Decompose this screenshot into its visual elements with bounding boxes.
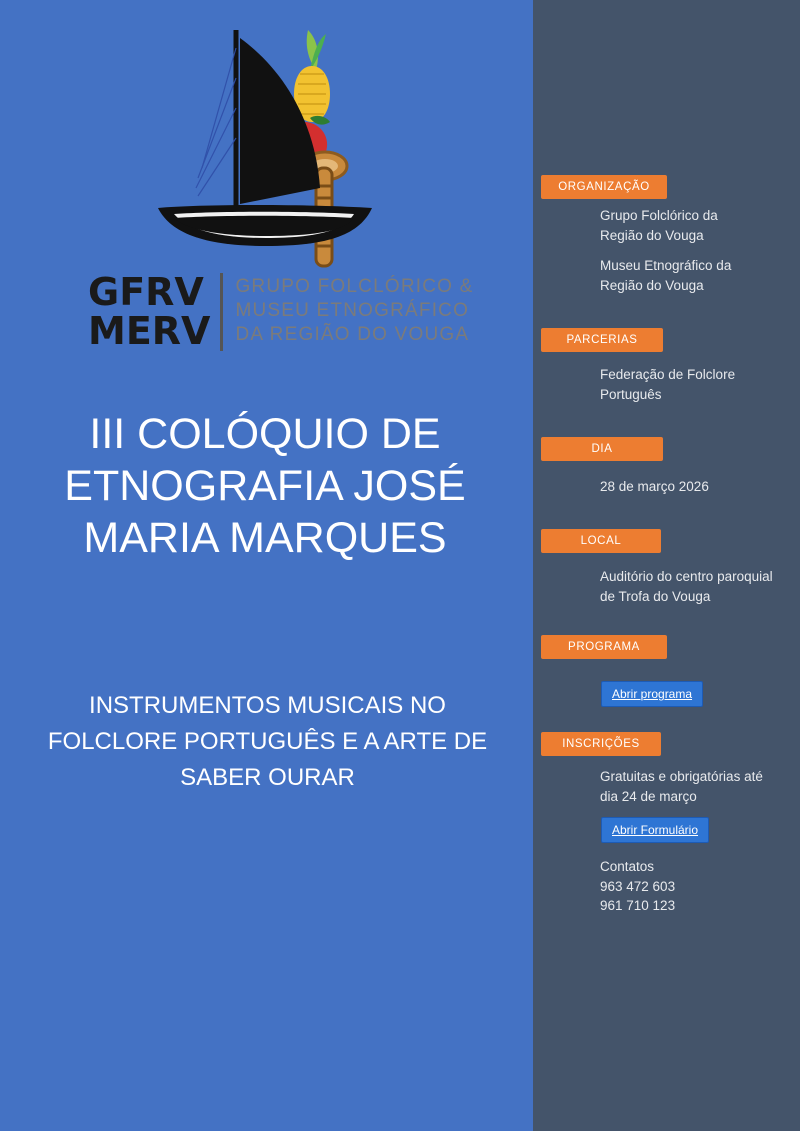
logo-fullname-line2: MUSEU ETNOGRÁFICO	[235, 300, 470, 321]
parcerias-item-1: Federação de Folclore Português	[600, 367, 736, 402]
section-label-inscricoes: INSCRIÇÕES	[541, 732, 661, 756]
inscricoes-note: Gratuitas e obrigatórias até dia 24 de março	[600, 769, 763, 804]
boat-and-instruments-illustration	[140, 18, 400, 268]
logo-block	[0, 18, 533, 368]
section-label-dia: DIA	[541, 437, 663, 461]
dia-value: 28 de março 2026	[600, 479, 709, 494]
open-programa-button[interactable]: Abrir programa	[601, 681, 703, 707]
local-value: Auditório do centro paroquial de Trofa do Vouga	[600, 569, 773, 604]
logo-fullname	[235, 273, 473, 347]
poster-title: III COLÓQUIO DE ETNOGRAFIA JOSÉ MARIA MARQUES	[64, 410, 466, 562]
section-label-organizacao: ORGANIZAÇÃO	[541, 175, 667, 199]
organizacao-item-1: Grupo Folclórico da Região do Vouga	[600, 208, 718, 243]
logo-acronym-line1: GFRV	[88, 270, 204, 314]
open-formulario-button[interactable]: Abrir Formulário	[601, 817, 709, 843]
section-label-programa: PROGRAMA	[541, 635, 667, 659]
organizacao-item-2: Museu Etnográfico da Região do Vouga	[600, 258, 732, 293]
contact-phone-1: 963 472 603	[600, 879, 676, 894]
logo-acronym	[88, 270, 223, 353]
section-label-parcerias: PARCERIAS	[541, 328, 663, 352]
contact-phone-2: 961 710 123	[600, 898, 676, 913]
poster-subtitle: INSTRUMENTOS MUSICAIS NO FOLCLORE PORTUGUÊS E A ARTE DE SABER OURAR	[47, 692, 488, 791]
right-panel	[533, 0, 800, 1131]
logo-acronym-line2: MERV	[88, 309, 211, 353]
logo-wordmark	[88, 270, 488, 363]
contacts-label: Contatos	[600, 859, 655, 874]
logo-fullname-line3: DA REGIÃO DO VOUGA	[235, 324, 470, 345]
section-label-local: LOCAL	[541, 529, 661, 553]
logo-fullname-line1: GRUPO FOLCLÓRICO &	[235, 276, 474, 297]
